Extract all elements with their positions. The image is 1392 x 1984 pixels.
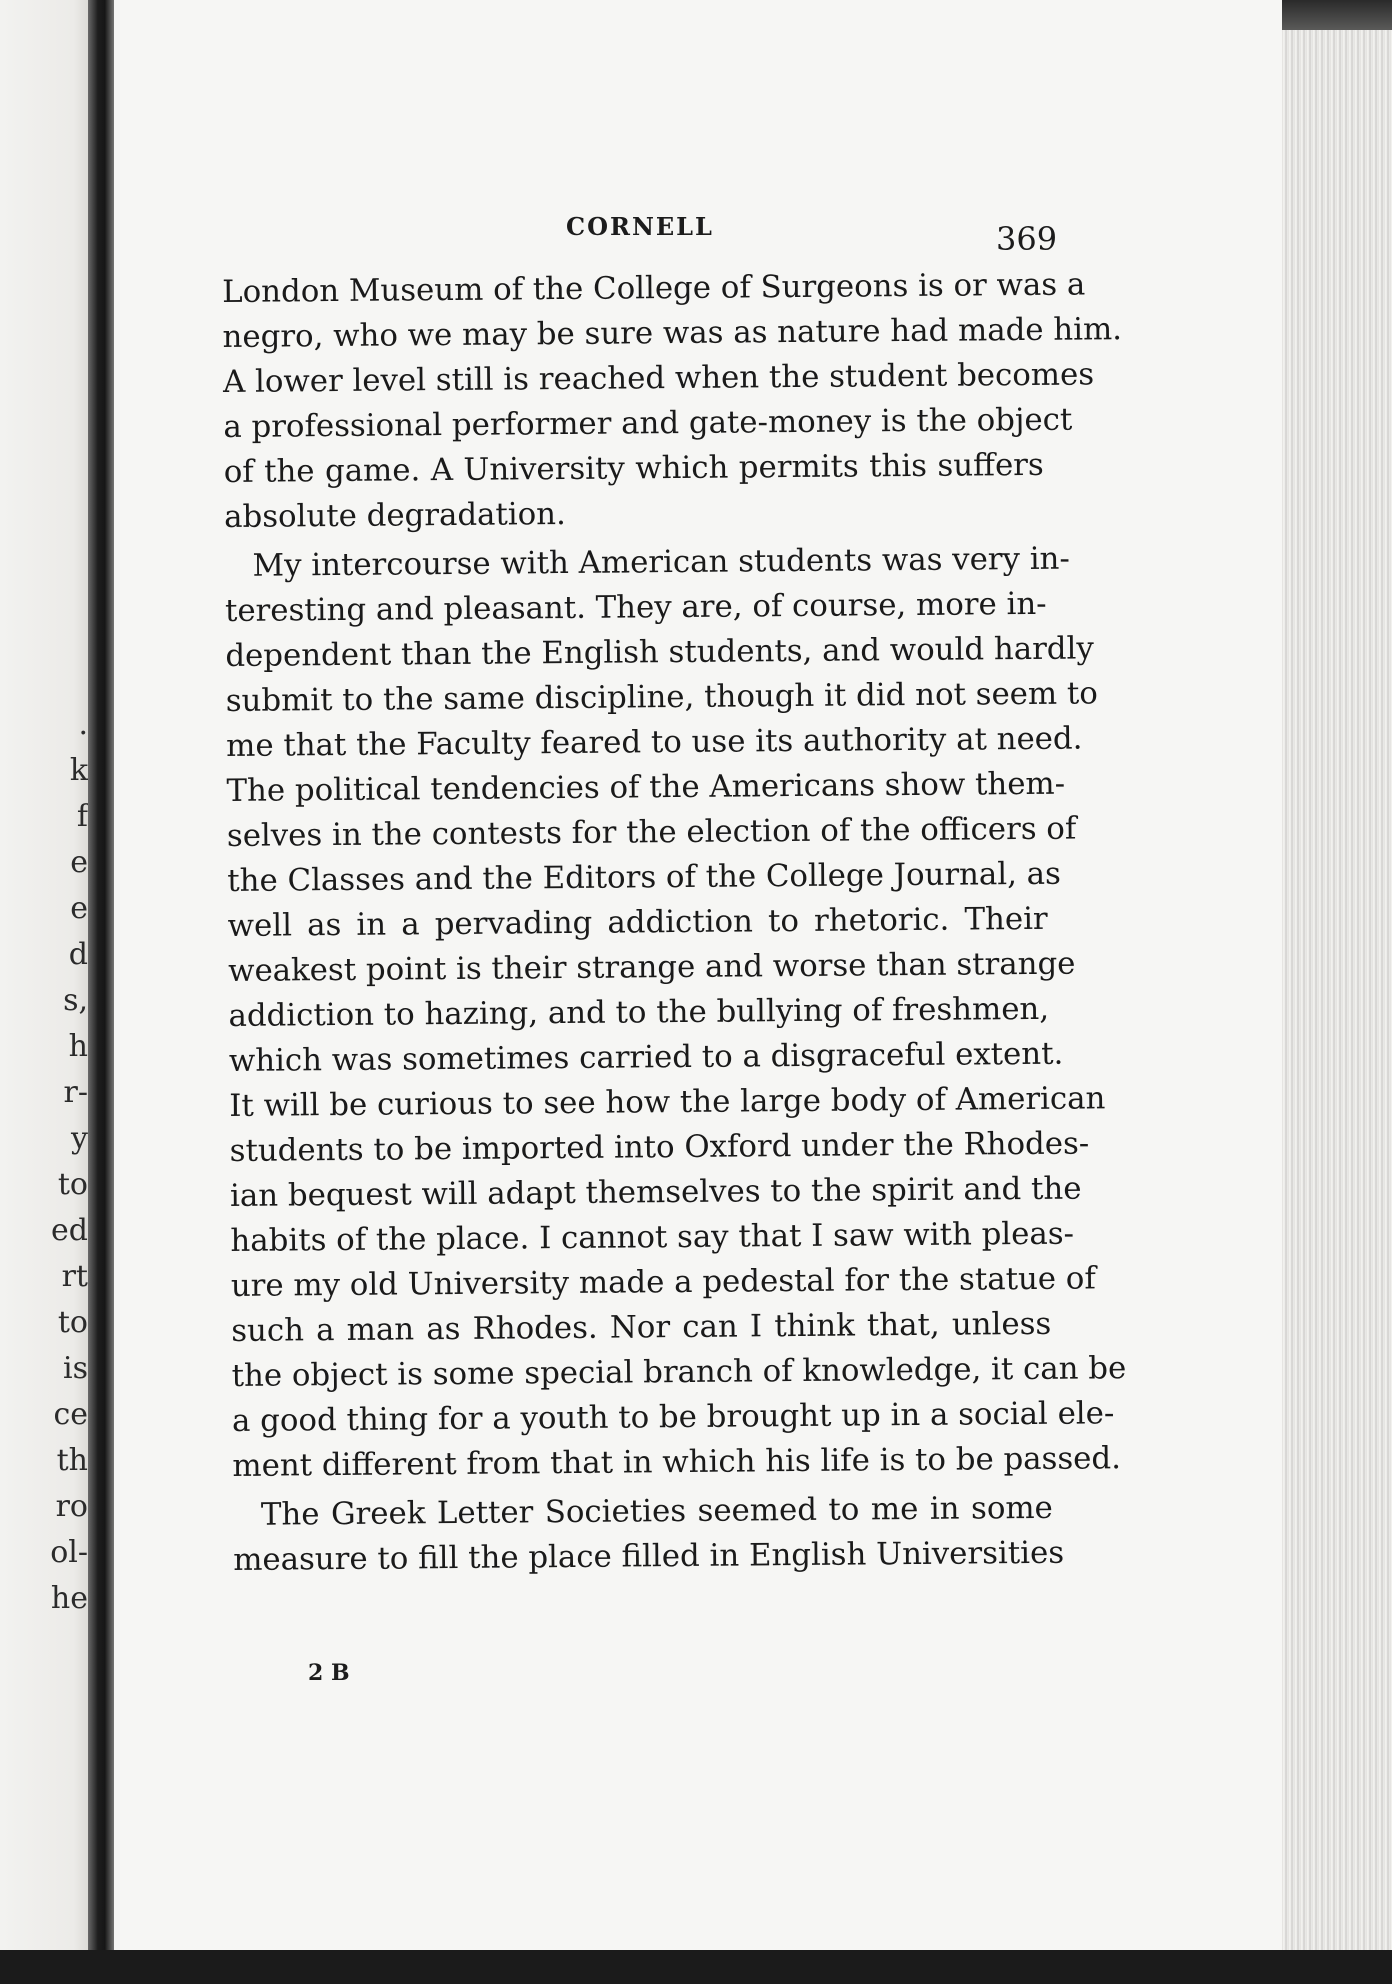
facing-page-text-fragment: he: [50, 1581, 88, 1616]
facing-page-text-fragment: to: [57, 1167, 88, 1202]
facing-page-text-fragment: to: [57, 1305, 88, 1340]
text-line: the object is some special branch of knowledge, it can be: [231, 1350, 1127, 1394]
text-line: the Classes and the Editors of the College Journal, as: [227, 855, 1062, 899]
facing-page-text-fragment: s,: [63, 983, 88, 1018]
text-line: It will be curious to see how the large body of American: [229, 1080, 1106, 1124]
paragraph: [233, 1486, 1065, 1583]
facing-page-text-fragment: is: [63, 1351, 88, 1386]
page-block-edges: [1282, 30, 1392, 1984]
text-line: selves in the contests for the election of the officers of: [226, 810, 1077, 854]
paragraph: [222, 263, 1123, 540]
text-line: of the game. A University which permits this suffers: [223, 446, 1044, 490]
text-line: measure to fill the place filled in English Universities: [233, 1534, 1065, 1578]
text-line: teresting and pleasant. They are, of course, more in-: [224, 585, 1047, 629]
text-line: a professional performer and gate-money is the object: [223, 401, 1073, 445]
running-title: CORNELL: [566, 212, 714, 241]
facing-page-text-fragment: .: [78, 707, 88, 742]
text-line: a good thing for a youth to be brought up in a social ele-: [231, 1395, 1115, 1439]
facing-page-text-fragment: ol-: [50, 1535, 88, 1570]
text-line: students to be imported into Oxford under the Rhodes-: [229, 1125, 1090, 1169]
text-line: ian bequest will adapt themselves to the spirit and the: [229, 1170, 1082, 1214]
text-line: submit to the same discipline, though it did not seem to: [225, 675, 1099, 719]
facing-page-text-fragment: ed: [51, 1213, 88, 1248]
body-text: [222, 263, 1127, 1583]
facing-page-text-fragment: h: [68, 1029, 88, 1064]
facing-page-text-fragment: k: [69, 753, 88, 788]
printer-signature-mark: 2 B: [308, 1660, 350, 1686]
text-line: habits of the place. I cannot say that I saw with pleas-: [230, 1215, 1075, 1259]
text-line: well as in a pervading addiction to rhetoric. Their: [227, 900, 1048, 944]
facing-page-text-fragment: ro: [55, 1489, 88, 1524]
text-line: My intercourse with American students was very in-: [252, 540, 1070, 584]
text-line: The Greek Letter Societies seemed to me in some: [260, 1489, 1053, 1533]
page-number: 369: [996, 220, 1058, 258]
facing-page-text-fragment: e: [70, 845, 88, 880]
text-line: ure my old University made a pedestal for the statue of: [230, 1260, 1096, 1304]
text-line: The political tendencies of the Americans show them-: [226, 765, 1066, 809]
facing-page-text-fragment: ce: [53, 1397, 88, 1432]
text-line: ment different from that in which his life is to be passed.: [232, 1440, 1122, 1484]
text-line: dependent than the English students, and would hardly: [225, 630, 1094, 674]
text-line: London Museum of the College of Surgeons is or was a: [222, 266, 1086, 310]
text-line: absolute degradation.: [223, 496, 567, 535]
facing-page-text-fragment: d: [68, 937, 88, 972]
book-gutter: [88, 0, 116, 1984]
facing-page-text-fragment: f: [76, 799, 88, 834]
facing-page-text-fragment: e: [70, 891, 88, 926]
facing-page-text-fragment: rt: [61, 1259, 88, 1294]
scan-bottom-band: [0, 1950, 1392, 1984]
text-line: negro, who we may be sure was as nature had made him.: [222, 311, 1123, 355]
facing-page-text-fragment: r-: [63, 1075, 88, 1110]
text-line: addiction to hazing, and to the bullying of freshmen,: [228, 990, 1050, 1034]
paragraph: [224, 537, 1127, 1489]
text-line: A lower level still is reached when the student becomes: [222, 356, 1095, 400]
text-line: which was sometimes carried to a disgraceful extent.: [228, 1035, 1064, 1079]
facing-page-edge: [0, 0, 92, 1984]
facing-page-text-fragment: th: [56, 1443, 88, 1478]
facing-page-text-fragment: y: [71, 1121, 88, 1156]
text-line: such a man as Rhodes. Nor can I think that, unless: [231, 1305, 1052, 1349]
text-line: me that the Faculty feared to use its authority at need.: [225, 720, 1083, 764]
text-line: weakest point is their strange and worse than strange: [227, 945, 1076, 989]
